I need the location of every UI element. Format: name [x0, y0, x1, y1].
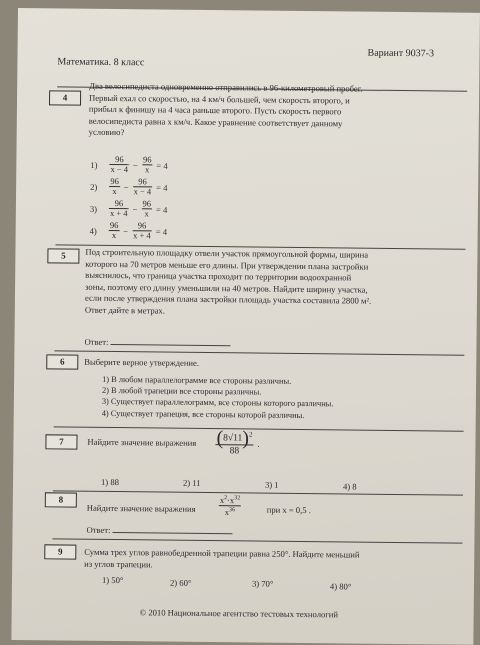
q5-text: [85, 247, 476, 321]
question-number-5: 5: [47, 248, 79, 263]
q4-line: Два велосипедиста одновременно отправились в 96-километровый пробег.: [89, 80, 363, 94]
q4-text: [89, 81, 480, 143]
q5-line: Под строительную площадку отвели участок прямоугольной формы, ширина: [85, 246, 369, 260]
q7-exponent: 2: [248, 430, 253, 439]
answer-field[interactable]: [111, 335, 231, 346]
q5-line: зоны, поэтому его длину уменьшили на 40 метров. Найдите ширину участка,: [85, 281, 368, 295]
answer-label: Ответ:: [86, 524, 111, 535]
footer-copyright: © 2010 Национальное агентство тестовых технологий: [139, 607, 339, 620]
q9-option-2[interactable]: 2) 60°: [169, 577, 192, 588]
q5-line: если после утверждения плана застройки площадь участка составила 2800 м².: [84, 293, 372, 307]
q5-line: выяснилось, что граница участка проходит по территории водоохранной: [85, 269, 352, 283]
q7-prompt: Найдите значение выражения: [87, 436, 197, 448]
q6-prompt: Выберите верное утверждение.: [84, 356, 200, 368]
divider: [54, 350, 464, 355]
q4-line: прибыл к финишу на 4 часа раньше второго. Пусть скорость первого: [88, 103, 342, 117]
q4-line: условию?: [88, 127, 125, 138]
q4-option-3[interactable]: 3) $\frac{96}{x + 4}$ − $\frac{96}{x}$ = 4: [89, 198, 168, 219]
answer-label: Ответ:: [84, 336, 109, 347]
q8-prompt: Найдите значение выражения: [86, 502, 196, 514]
question-number-7: 7: [45, 434, 77, 449]
q4-option-2[interactable]: 2) $\frac{96}{x}$ − $\frac{96}{x - 4}$ = 4: [90, 175, 168, 197]
q8-answer: [86, 523, 232, 538]
variant-label: Вариант 9037-3: [367, 47, 435, 60]
question-number-4: 4: [49, 90, 81, 105]
q6-option-1[interactable]: 1) В любом параллелограмме все стороны различны.: [102, 374, 292, 386]
exam-sheet: [11, 8, 480, 645]
question-number-9: 9: [44, 544, 76, 559]
q7-option-2[interactable]: 2) 11: [182, 477, 201, 488]
q7-numerator: 8√11: [223, 433, 243, 444]
q7-expression: $\frac{(8√11)^2}{88}$ .: [216, 427, 260, 457]
q9-option-3[interactable]: 3) 70°: [251, 578, 274, 589]
q5-line: Ответ дайте в метрах.: [84, 304, 165, 316]
q9-option-4[interactable]: 4) 80°: [329, 581, 352, 592]
q4-line: велосипедиста равна x км/ч. Какое уравнение соответствует данному: [88, 115, 343, 129]
q9-line: Сумма трех углов равнобедренной трапеции равна 250°. Найдите меньший: [84, 546, 360, 560]
q7-option-1[interactable]: 1) 88: [100, 476, 119, 488]
q9-line: из углов трапеции.: [84, 558, 153, 570]
q8-expression: $\frac{x^2\cdot x^{32}}{x^{36}}$: [219, 494, 241, 517]
q4-option-1[interactable]: 1) $\frac{96}{x - 4}$ − $\frac{96}{x}$ = 4: [90, 154, 168, 175]
q9-option-1[interactable]: 1) 50°: [101, 574, 124, 586]
q6-option-4[interactable]: 4) Существует трапеция, все стороны которой различны.: [101, 408, 305, 420]
question-number-6: 6: [46, 354, 78, 369]
q7-denominator: 88: [229, 446, 240, 457]
q6-options: [102, 374, 334, 421]
q6-option-3[interactable]: 3) Существует параллелограмм, все стороны которого различны.: [101, 397, 334, 409]
answer-field[interactable]: [113, 523, 233, 534]
subject-title: Математика. 8 класс: [57, 56, 145, 69]
question-number-8: 8: [45, 492, 77, 507]
q4-option-4[interactable]: 4) $\frac{96}{x}$ − $\frac{96}{x + 4}$ = 4: [89, 219, 168, 241]
q5-answer: [84, 335, 230, 350]
q4-line: Первый ехал со скоростью, на 4 км/ч большей, чем скорость второго, и: [89, 92, 350, 106]
q7-option-4[interactable]: 4) 8: [342, 481, 357, 492]
q9-text: [84, 547, 474, 574]
divider: [52, 538, 462, 543]
divider: [53, 490, 463, 495]
q8-condition: при x = 0,5 .: [266, 504, 311, 516]
q6-option-2[interactable]: 2) В любой трапеции все стороны различны.: [101, 386, 262, 397]
q5-line: которого на 70 метров меньше его длины. При утверждении плана застройки: [85, 258, 369, 272]
q7-option-3[interactable]: 3) 1: [264, 479, 279, 490]
